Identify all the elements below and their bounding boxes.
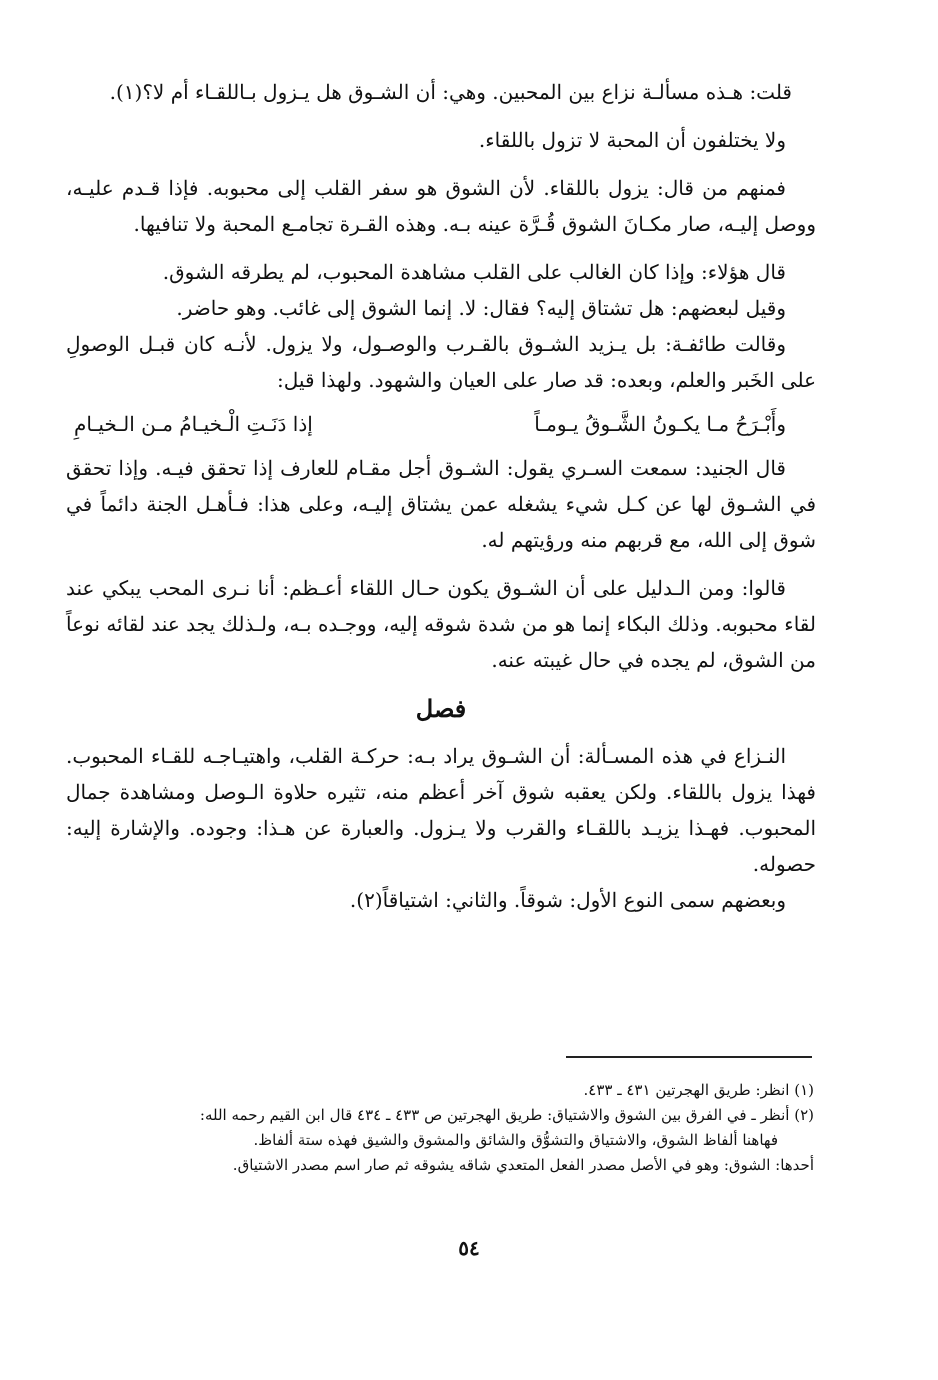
paragraph-gap <box>66 110 816 122</box>
footnote-2-line-2: فهاهنا ألفاظ الشوق، والاشتياق والتشوُّق والشائق والمشوق والشيق فهذه ستة ألفاظ. <box>253 1131 778 1149</box>
paragraph-6: وقالت طائفـة: بل يـزيد الشـوق بالقـرب والوصـول، ولا يزول. لأنـه كان قبـل الوصولِ على الخَبر والعلم، وبعده: قد صار على العيان والشهود. ولهذا قيل: <box>66 332 816 392</box>
paragraph-2: ولا يختلفون أن المحبة لا تزول باللقاء. <box>478 128 786 152</box>
verse-first-hemistich: وأَبْـرَحُ مـا يكـونُ الشَّـوقُ يـومـاً <box>534 412 786 436</box>
paragraph-gap <box>66 242 816 254</box>
paragraph-4: قال هؤلاء: وإذا كان الغالب على القلب مشاهدة المحبوب، لم يطرقه الشوق. <box>162 260 786 284</box>
page-number: ٥٤ <box>458 1236 480 1260</box>
footnotes <box>68 1078 814 1178</box>
poetry-verse <box>74 406 786 442</box>
footnote-1: (١) انظر: طريق الهجرتين ٤٣١ ـ ٤٣٣. <box>583 1081 814 1099</box>
paragraph-10: وبعضهم سمى النوع الأول: شوقاً. والثاني: اشتياقاً(٢). <box>349 888 786 912</box>
footnote-2-line-3: أحدها: الشوق: وهو في الأصل مصدر الفعل المتعدي شاقه يشوقه ثم صار اسم مصدر الاشتياق. <box>232 1156 814 1174</box>
footnote-separator <box>566 1056 812 1058</box>
paragraph-5: وقيل لبعضهم: هل تشتاق إليه؟ فقال: لا. إنما الشوق إلى غائب. وهو حاضر. <box>176 296 786 320</box>
paragraph-7: قال الجنيد: سمعت السـري يقول: الشـوق أجل مقـام للعارف إذا تحقق فيـه. وإذا تحقق في الشـوق لها عن كـل شيء يشغله عمن يشتاق إليـه، وعلى هذا: فـأهـل الجنة دائماً في شوق إلى الله، مع قربهم منه ورؤيتهم له. <box>66 456 816 552</box>
footnote-2-line-1: (٢) أنظر ـ في الفرق بين الشوق والاشتياق: طريق الهجرتين ص ٤٣٣ ـ ٤٣٤ قال ابن القيم رحمه الله: <box>199 1106 814 1124</box>
paragraph-1: قلت: هـذه مسألـة نزاع بين المحبين. وهي: أن الشـوق هل يـزول بـاللقـاء أم لا؟(١). <box>109 80 792 104</box>
main-text <box>66 74 816 918</box>
paragraph-gap <box>66 558 816 570</box>
paragraph-3: فمنهم من قال: يزول باللقاء. لأن الشوق هو سفر القلب إلى محبوبه. فإذا قـدم عليـه، ووصل إليـه، صار مكـانَ الشوق قُـرَّة عينه بـه. وهذه القـرة تجامـع المحبة ولا تنافيها. <box>66 176 816 236</box>
section-title: فصل <box>415 694 467 723</box>
paragraph-gap <box>66 158 816 170</box>
paragraph-8: قالوا: ومن الـدليل على أن الشـوق يكون حـال اللقاء أعـظم: أنا نـرى المحب يبكي عند لقاء محبوبه. وذلك البكاء إنما هو من شدة شوقه إليه، ووجـده بـه، ولـذلك يجد عند لقائه نوعاً من الشوق، لم يجده في حال غيبته عنه. <box>66 576 816 672</box>
paragraph-9: النـزاع في هذه المسـألة: أن الشـوق يراد بـه: حركـة القلب، واهتيـاجـه للقـاء المحبوب. فهذا يزول باللقاء. ولكن يعقبه شوق آخر أعظم منه، تثيره حلاوة الـوصل ومشاهدة جمال المحبوب. فهـذا يزيـد باللقـاء والقرب ولا يـزول. والعبارة عن هـذا: وجوده. والإشارة إليه: حصوله. <box>66 744 816 876</box>
verse-second-hemistich: إذا دَنَـتِ الْـخيـامُ مـن الـخيـامِ <box>74 412 313 436</box>
